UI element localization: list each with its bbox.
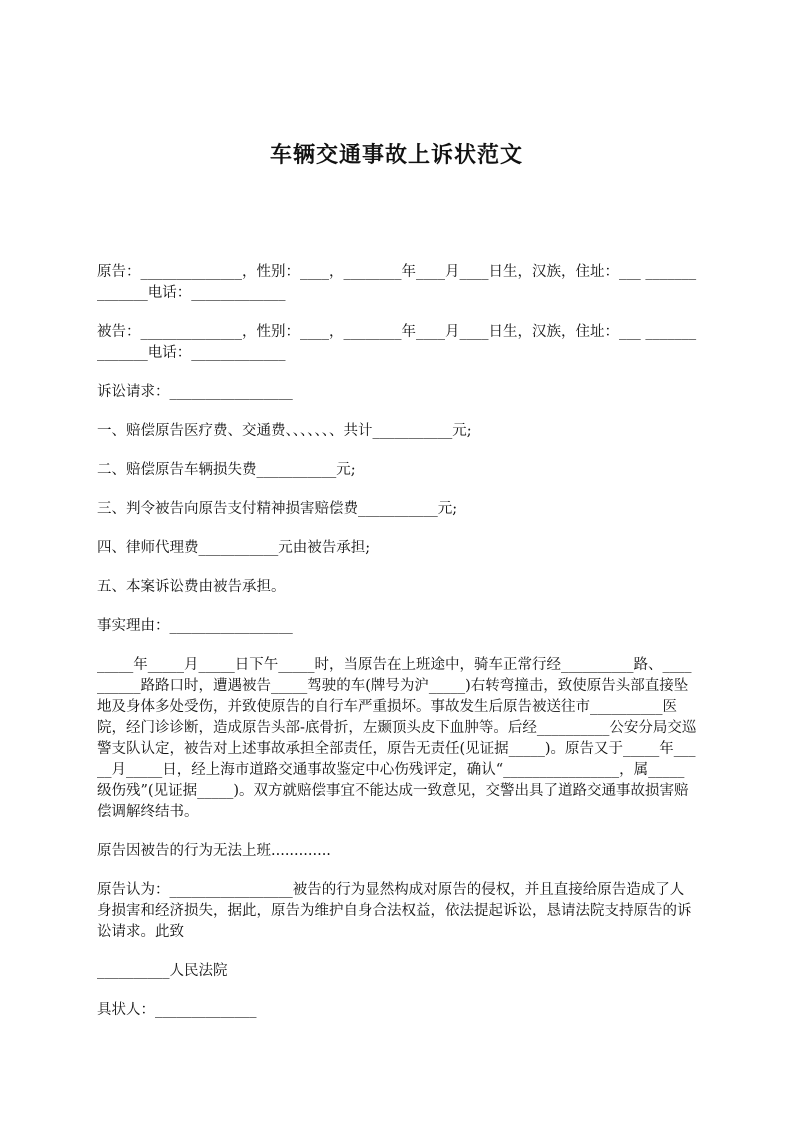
claim-item-3: 三、判令被告向原告支付精神损害赔偿费___________元; — [97, 501, 458, 517]
facts-heading: 事实理由：_________________ — [97, 618, 293, 634]
defendant-info: 被告：______________，性别：____，________年____月____日生，汉族，住址：___ ______________电话：_____________ — [97, 324, 697, 361]
claim-item-4: 四、律师代理费___________元由被告承担; — [97, 540, 371, 556]
plaintiff-info: 原告：______________，性别：____，________年____月____日生，汉族，住址：___ ______________电话：_____________ — [97, 264, 697, 301]
document-body — [97, 262, 697, 1039]
document-title: 车辆交通事故上诉状范文 — [269, 143, 523, 168]
claim-item-2: 二、赔偿原告车辆损失费___________元; — [97, 462, 356, 478]
plaintiff-argument: 原告认为：_________________被告的行为显然构成对原告的侵权，并且直接给原告造成了人身损害和经济损失，据此，原告为维护自身合法权益，依法提起诉讼，恳请法院支持原告的诉讼请求。此致 — [97, 882, 692, 940]
claims-heading: 诉讼请求：_________________ — [97, 384, 293, 400]
unable-to-work: 原告因被告的行为无法上班............. — [97, 843, 331, 859]
claim-item-5: 五、本案诉讼费由被告承担。 — [97, 579, 286, 595]
signatory: 具状人：______________ — [97, 1002, 257, 1018]
claim-item-1: 一、赔偿原告医疗费、交通费、、、、、、、共计___________元; — [97, 423, 472, 439]
court-name: __________人民法院 — [97, 963, 228, 979]
facts-body: _____年_____月_____日下午_____时，当原告在上班途中，骑车正常行经__________路、__________路路口时，遭遇被告_____驾驶的车(牌号为沪_____)右转弯撞击，致使原告头部直接坠地及身体多处受伤，并致使原告的自行车严重损坏。事故发生后原告被送往市__________医院，经门诊诊断，造成原告头部-底骨折，左颞顶头皮下血肿等。后经__________公安分局交巡警支队认定，被告对上述事故承担全部责任，原告无责任(见证据_____)。原告又于_____年_____月_____日，经上海市道路交通事故鉴定中心伤残评定，确认“________________，属_____级伤残”(见证据_____)。双方就赔偿事宜不能达成一致意见，交警出具了道路交通事故损害赔偿调解终结书。 — [97, 657, 697, 820]
